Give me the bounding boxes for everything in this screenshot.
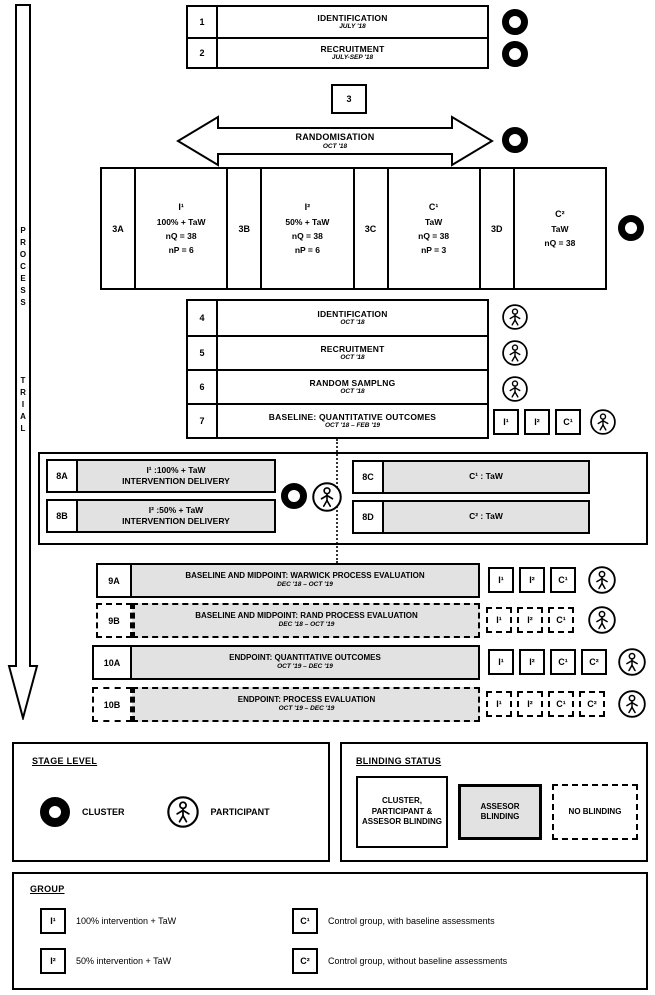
group-tag-i1: I¹ xyxy=(493,409,519,435)
stage-3-box: 3 xyxy=(331,84,367,114)
stage-content-1 xyxy=(218,7,487,37)
delivery-label: C² : TaW xyxy=(469,511,503,522)
allocation-number-3b: 3B xyxy=(228,169,262,288)
row10b-group-tags xyxy=(486,691,605,717)
stage-row-5 xyxy=(188,335,487,369)
row7-group-tags xyxy=(493,409,581,435)
delivery-line2: INTERVENTION DELIVERY xyxy=(122,476,230,486)
row-8a xyxy=(46,459,276,493)
down-arrow-outline xyxy=(6,4,40,720)
cluster-icon xyxy=(40,797,70,827)
cluster-label: CLUSTER xyxy=(82,807,125,817)
delivery-line1: I¹ :100% + TaW xyxy=(146,464,206,475)
row-8b xyxy=(46,499,276,533)
allocation-cell-c1 xyxy=(389,169,481,288)
stage-date: OCT '18 xyxy=(340,319,365,327)
stage-level-legend xyxy=(12,742,330,862)
allocation-cell-c2 xyxy=(515,169,605,288)
group-dose: TaW xyxy=(551,223,569,234)
stage-number-1: 1 xyxy=(188,7,218,37)
participant-icon xyxy=(588,566,616,594)
stage-number-8b: 8B xyxy=(46,499,78,533)
stage-number-8a: 8A xyxy=(46,459,78,493)
stage-row-2 xyxy=(188,37,487,67)
stage-title: RECRUITMENT xyxy=(320,344,385,354)
group-code: C² xyxy=(555,208,565,219)
group-tag-c1: C¹ xyxy=(550,649,576,675)
stage-number-10b: 10B xyxy=(92,687,132,722)
group-legend xyxy=(12,872,648,990)
group-dose: 50% + TaW xyxy=(285,216,330,227)
cluster-icon xyxy=(502,41,528,67)
evaluation-content-9b xyxy=(132,603,480,638)
evaluation-content-10b xyxy=(132,687,480,722)
evaluation-title: ENDPOINT: QUANTITATIVE OUTCOMES xyxy=(229,653,381,663)
group-tag-i1: I¹ xyxy=(488,567,514,593)
group-code: I² xyxy=(304,201,311,212)
group-code: I¹ xyxy=(178,201,184,212)
group-tag-c1: C¹ xyxy=(292,908,318,934)
blinding-box-assessor: ASSESOR BLINDING xyxy=(458,784,542,840)
stage-number-9b: 9B xyxy=(96,603,132,638)
allocation-cell-i1 xyxy=(136,169,228,288)
group-legend-item-c2 xyxy=(292,948,507,974)
delivery-line2: INTERVENTION DELIVERY xyxy=(122,516,230,526)
group-desc: Control group, without baseline assessments xyxy=(328,956,508,966)
row-8c xyxy=(352,460,590,494)
stage-date: OCT '18 xyxy=(340,388,365,396)
group-tag-i1: I¹ xyxy=(486,607,512,633)
evaluation-content-9a xyxy=(132,563,480,598)
group-desc: 100% intervention + TaW xyxy=(76,916,177,926)
evaluation-title: ENDPOINT: PROCESS EVALUATION xyxy=(237,695,376,705)
trial-process-arrow xyxy=(6,4,40,720)
participant-label: PARTICIPANT xyxy=(210,807,270,817)
allocation-number-3d: 3D xyxy=(481,169,515,288)
group-tag-c1: C¹ xyxy=(548,691,574,717)
randomisation-text xyxy=(176,114,494,168)
randomisation-date: OCT '18 xyxy=(322,142,348,150)
stage-content-2 xyxy=(218,39,487,67)
trial-label: TRIAL xyxy=(18,376,28,436)
group-tag-c1: C¹ xyxy=(550,567,576,593)
stage-date: JULY-SEP '18 xyxy=(331,54,374,62)
evaluation-content-10a xyxy=(132,645,480,680)
intervention-delivery-i1 xyxy=(78,459,276,493)
group-desc: 50% intervention + TaW xyxy=(76,956,172,966)
stage-level-items xyxy=(40,796,270,828)
cluster-icon xyxy=(502,9,528,35)
control-delivery-c1 xyxy=(384,460,590,494)
stage-title: IDENTIFICATION xyxy=(317,13,388,23)
participant-icon xyxy=(167,796,199,828)
evaluation-date: DEC '18 – OCT '19 xyxy=(277,581,333,589)
stage-title: BASELINE: QUANTITATIVE OUTCOMES xyxy=(268,412,437,422)
allocation-row xyxy=(100,167,607,290)
stage-title: IDENTIFICATION xyxy=(317,309,388,319)
group-legend-item-c1 xyxy=(292,908,495,934)
group-tag-i2: I² xyxy=(524,409,550,435)
stages-4-7-box xyxy=(186,299,489,439)
row10a-group-tags xyxy=(488,649,607,675)
row-10a xyxy=(92,645,480,680)
group-tag-i1: I¹ xyxy=(488,649,514,675)
cluster-icon xyxy=(281,483,307,509)
evaluation-date: DEC '18 – OCT '19 xyxy=(278,621,335,629)
control-delivery-c2 xyxy=(384,500,590,534)
participant-icon xyxy=(502,304,528,330)
cluster-icon xyxy=(618,215,644,241)
group-np: nP = 6 xyxy=(294,244,320,255)
group-tag-i2: I² xyxy=(517,691,543,717)
cluster-icon xyxy=(502,127,528,153)
allocation-number-3c: 3C xyxy=(355,169,389,288)
participant-icon xyxy=(502,376,528,402)
stage-row-1 xyxy=(188,7,487,37)
stage-number-4: 4 xyxy=(188,301,218,335)
group-tag-i2: I² xyxy=(40,948,66,974)
participant-icon xyxy=(590,409,616,435)
stage-level-title: STAGE LEVEL xyxy=(32,756,98,766)
stage-number-8d: 8D xyxy=(352,500,384,534)
intervention-delivery-i2 xyxy=(78,499,276,533)
delivery-line1: I² :50% + TaW xyxy=(148,504,204,515)
participant-icon xyxy=(502,340,528,366)
group-tag-i1: I¹ xyxy=(40,908,66,934)
group-tag-c2: C² xyxy=(581,649,607,675)
blinding-box-none: NO BLINDING xyxy=(552,784,638,840)
blinding-box-full: CLUSTER, PARTICIPANT & ASSESOR BLINDING xyxy=(356,776,448,848)
row-9a xyxy=(96,563,480,598)
identification-recruitment-box xyxy=(186,5,489,69)
stage-title: RECRUITMENT xyxy=(320,44,385,54)
blinding-status-title: BLINDING STATUS xyxy=(356,756,442,766)
stage-number-2: 2 xyxy=(188,39,218,67)
randomisation-arrow xyxy=(176,114,494,168)
row-10b xyxy=(92,687,480,722)
evaluation-date: OCT '19 – DEC '19 xyxy=(277,663,333,671)
participant-icon xyxy=(618,690,646,718)
stage-title: RANDOM SAMPLNG xyxy=(309,378,396,388)
group-np: nP = 3 xyxy=(421,244,447,255)
stage-number-7: 7 xyxy=(188,405,218,437)
stage-number-6: 6 xyxy=(188,371,218,403)
participant-icon xyxy=(588,606,616,634)
row9a-group-tags xyxy=(488,567,576,593)
group-dose: 100% + TaW xyxy=(156,216,206,227)
participant-icon xyxy=(618,648,646,676)
process-label: PROCESS xyxy=(18,226,28,310)
stage-content-6 xyxy=(218,371,487,403)
group-nq: nQ = 38 xyxy=(418,230,450,241)
stage-number-10a: 10A xyxy=(92,645,132,680)
delivery-label: C¹ : TaW xyxy=(469,471,503,482)
evaluation-title: BASELINE AND MIDPOINT: RAND PROCESS EVALUATION xyxy=(195,611,418,621)
group-desc: Control group, with baseline assessments xyxy=(328,916,495,926)
allocation-cell-i2 xyxy=(262,169,354,288)
group-nq: nQ = 38 xyxy=(544,237,576,248)
group-np: nP = 6 xyxy=(168,244,194,255)
group-tag-i2: I² xyxy=(519,567,545,593)
row9b-group-tags xyxy=(486,607,574,633)
row-9b xyxy=(96,603,480,638)
participant-icon xyxy=(312,482,342,512)
stage-content-5 xyxy=(218,337,487,369)
group-nq: nQ = 38 xyxy=(291,230,323,241)
stage-number-9a: 9A xyxy=(96,563,132,598)
group-legend-title: GROUP xyxy=(30,884,65,894)
stage-date: JULY '18 xyxy=(339,23,366,31)
stage-number-5: 5 xyxy=(188,337,218,369)
group-tag-i1: I¹ xyxy=(486,691,512,717)
stage-number-8c: 8C xyxy=(352,460,384,494)
group-tag-c1: C¹ xyxy=(555,409,581,435)
group-dose: TaW xyxy=(424,216,443,227)
evaluation-date: OCT '19 – DEC '19 xyxy=(278,705,335,713)
allocation-number-3a: 3A xyxy=(102,169,136,288)
evaluation-title: BASELINE AND MIDPOINT: WARWICK PROCESS EVALUATION xyxy=(185,571,425,581)
group-code: C¹ xyxy=(428,201,439,212)
group-legend-item-i2 xyxy=(40,948,171,974)
stage-row-4 xyxy=(188,301,487,335)
stage-content-4 xyxy=(218,301,487,335)
group-tag-i2: I² xyxy=(517,607,543,633)
group-tag-c2: C² xyxy=(292,948,318,974)
blinding-status-legend xyxy=(340,742,648,862)
stage-date: OCT '18 – FEB '19 xyxy=(324,422,381,430)
row-8d xyxy=(352,500,590,534)
group-tag-c2: C² xyxy=(579,691,605,717)
stage-date: OCT '18 xyxy=(340,354,365,362)
randomisation-title: RANDOMISATION xyxy=(295,131,375,142)
group-legend-item-i1 xyxy=(40,908,176,934)
stage-row-6 xyxy=(188,369,487,403)
stage-row-7 xyxy=(188,403,487,437)
stage-content-7 xyxy=(218,405,487,437)
group-nq: nQ = 38 xyxy=(165,230,197,241)
group-tag-c1: C¹ xyxy=(548,607,574,633)
group-tag-i2: I² xyxy=(519,649,545,675)
